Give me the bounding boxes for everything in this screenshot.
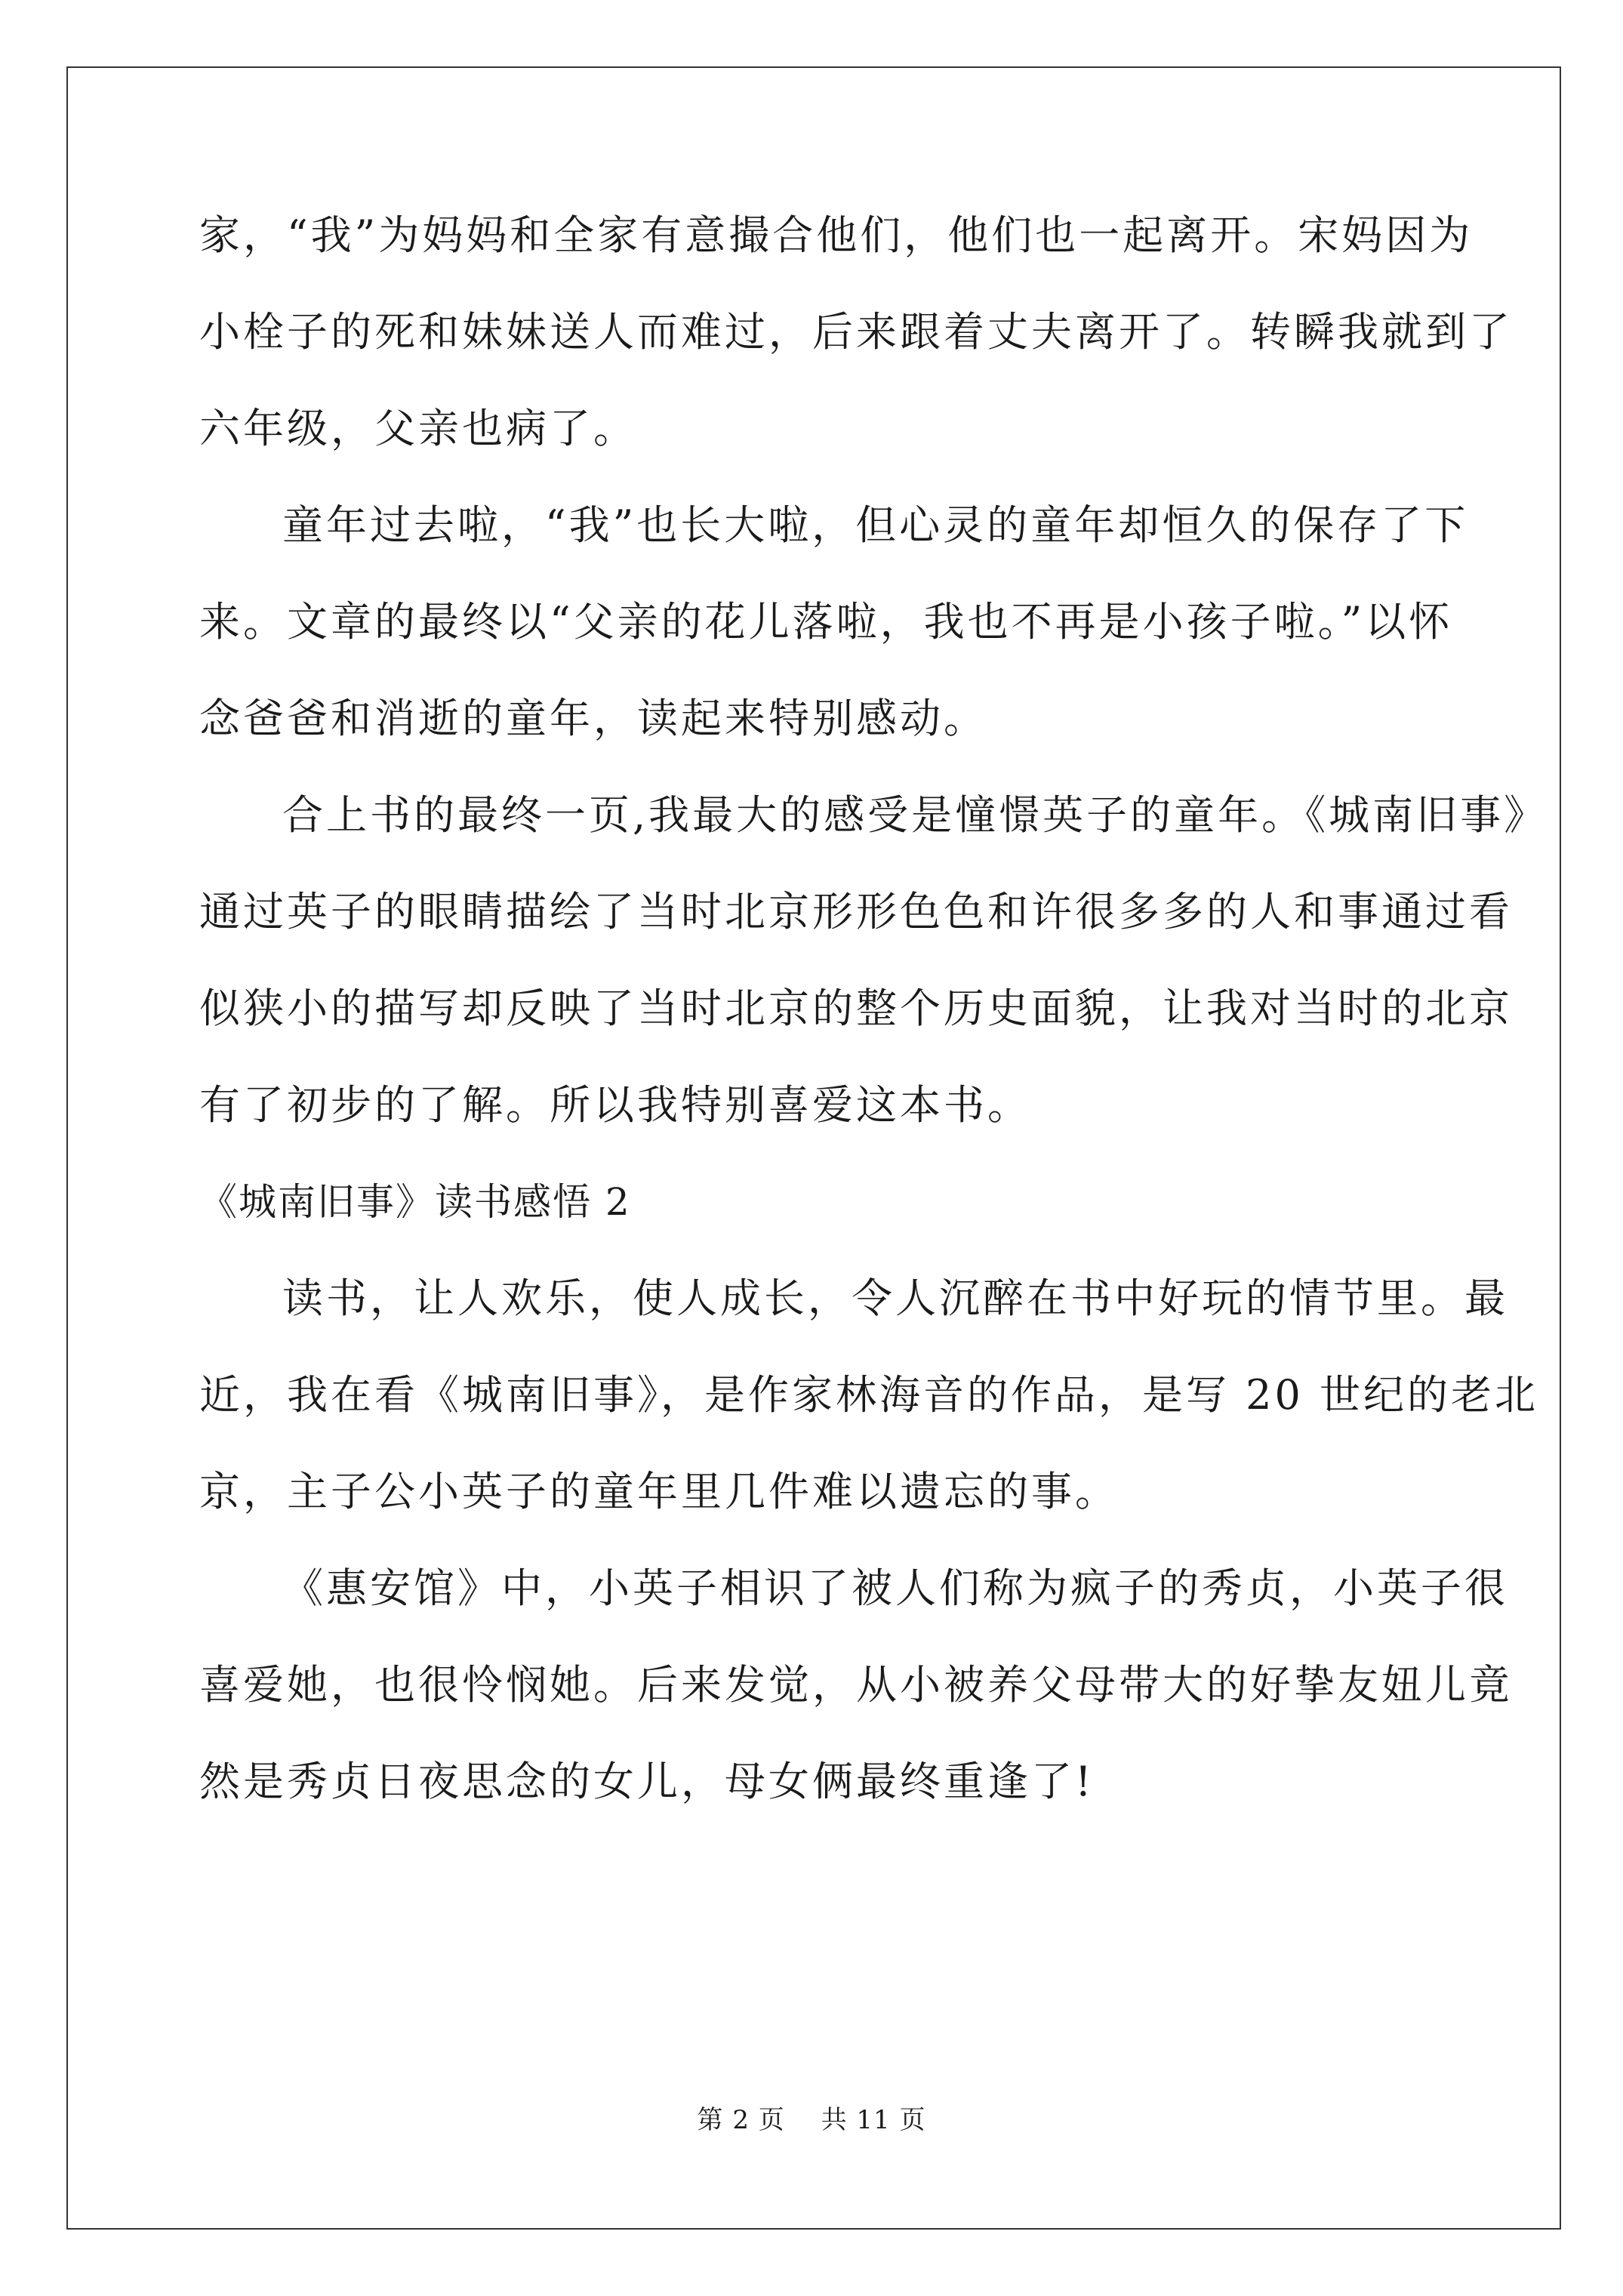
text-line: 念爸爸和消逝的童年，读起来特别感动。	[199, 695, 987, 742]
text-line: 小栓子的死和妹妹送人而难过，后来跟着丈夫离开了。转瞬我就到了	[199, 308, 1513, 356]
text-line: 《惠安馆》中，小英子相识了被人们称为疯子的秀贞，小英子很	[282, 1564, 1508, 1612]
text-line: 来。文章的最终以“父亲的花儿落啦，我也不再是小孩子啦。”以怀	[199, 598, 1453, 646]
text-line: 然是秀贞日夜思念的女儿，母女俩最终重逢了!	[199, 1758, 1095, 1805]
text-line: 童年过去啦，“我”也长大啦，但心灵的童年却恒久的保存了下	[282, 501, 1469, 549]
text-line: 读书，让人欢乐，使人成长，令人沉醉在书中好玩的情节里。最	[282, 1274, 1508, 1322]
section-heading: 《城南旧事》读书感悟 2	[199, 1180, 631, 1224]
page-footer	[0, 2099, 1623, 2136]
text-line: 喜爱她，也很怜悯她。后来发觉，从小被养父母带大的好挚友妞儿竟	[199, 1661, 1513, 1709]
text-line: 似狭小的描写却反映了当时北京的整个历史面貌，让我对当时的北京	[199, 985, 1513, 1032]
text-line: 合上书的最终一页,我最大的感受是憧憬英子的童年。《城南旧事》	[282, 791, 1548, 839]
text-line: 通过英子的眼睛描绘了当时北京形形色色和许很多多的人和事通过看	[199, 888, 1513, 935]
text-line: 京，主子公小英子的童年里几件难以遗忘的事。	[199, 1468, 1119, 1515]
text-line: 有了初步的了解。所以我特别喜爱这本书。	[199, 1081, 1031, 1129]
text-line: 家，“我”为妈妈和全家有意撮合他们，他们也一起离开。宋妈因为	[199, 211, 1474, 259]
text-line: 六年级，父亲也病了。	[199, 405, 637, 452]
page-number: 第 2 页	[697, 2105, 785, 2135]
document-body	[199, 211, 1548, 1856]
text-line: 近，我在看《城南旧事》，是作家林海音的作品，是写 20 世纪的老北	[199, 1371, 1539, 1419]
page-total: 共 11 页	[821, 2105, 926, 2135]
